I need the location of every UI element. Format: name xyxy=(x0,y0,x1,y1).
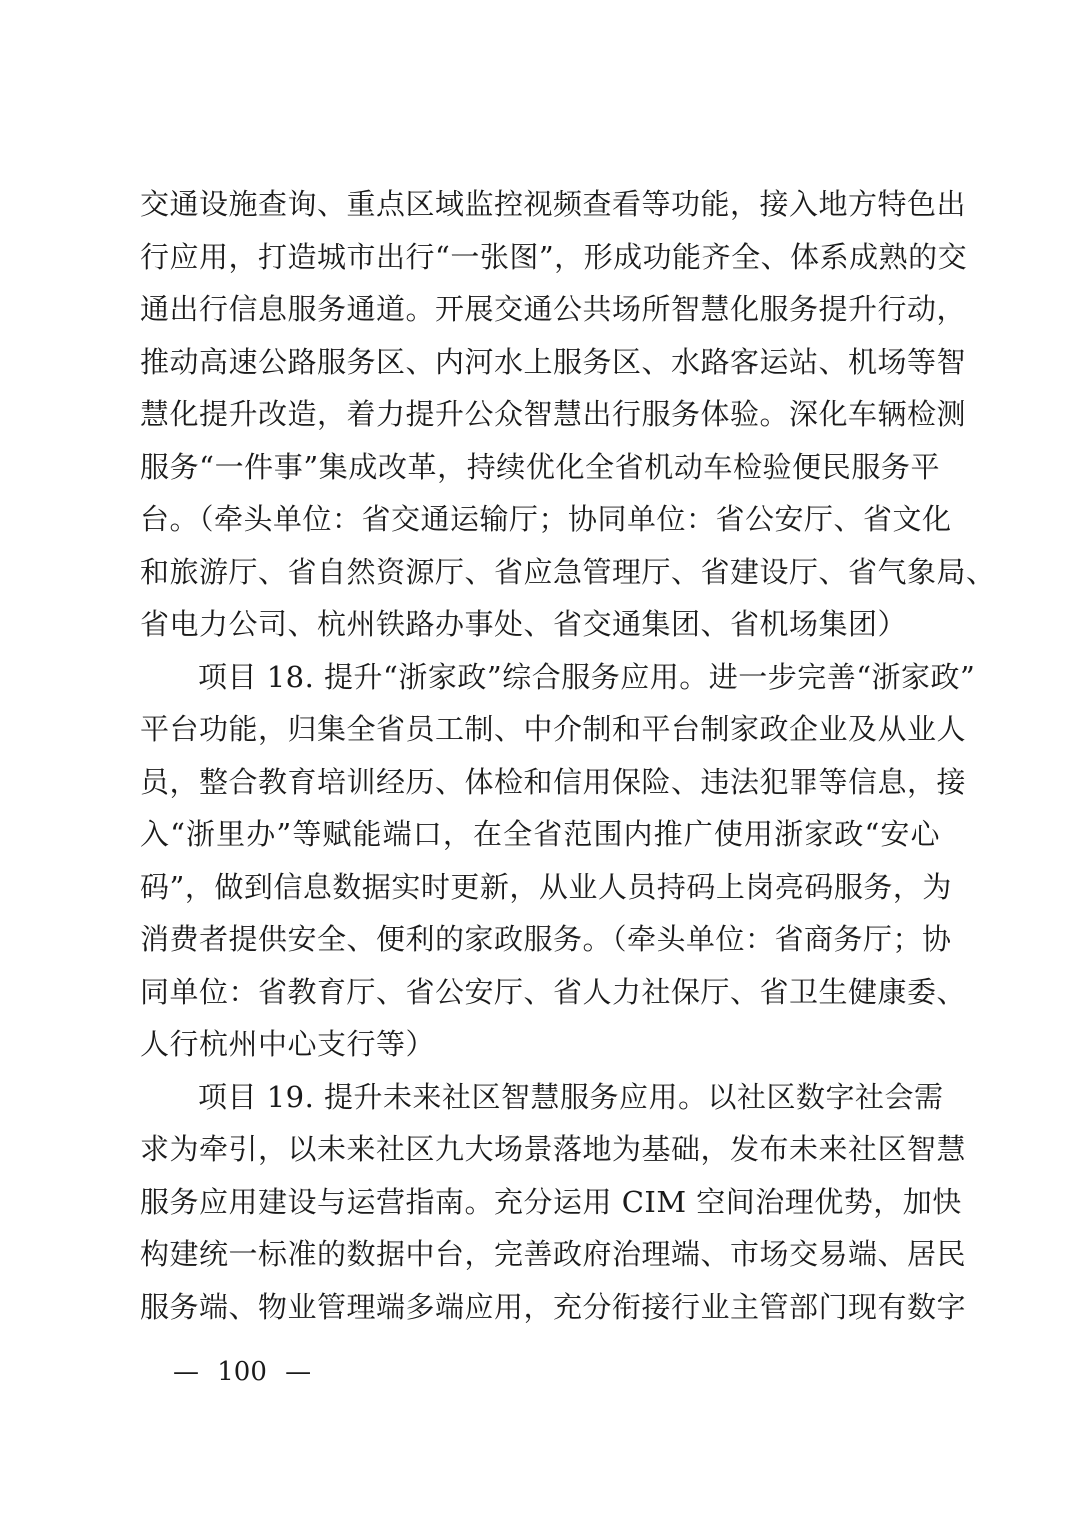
footer-dash-right: — xyxy=(285,1357,312,1387)
text-line: 推动高速公路服务区、内河水上服务区、水路客运站、机场等智 xyxy=(140,344,967,379)
text-line: 省电力公司、杭州铁路办事处、省交通集团、省机场集团） xyxy=(140,607,908,641)
text-line: 入“浙里办”等赋能端口，在全省范围内推广使用浙家政“安心 xyxy=(140,817,940,851)
text-line: 行应用，打造城市出行“一张图”，形成功能齐全、体系成熟的交 xyxy=(140,239,968,274)
footer-dash-left: — xyxy=(173,1357,199,1387)
text-line: 和旅游厅、省自然资源厅、省应急管理厅、省建设厅、省气象局、 xyxy=(140,554,996,589)
text-line: 码”，做到信息数据实时更新，从业人员持码上岗亮码服务，为 xyxy=(140,869,952,904)
text-line: 求为牵引，以未来社区九大场景落地为基础，发布未来社区智慧 xyxy=(140,1132,967,1166)
text-line: 台。（牵头单位：省交通运输厅；协同单位：省公安厅、省文化 xyxy=(140,502,952,536)
text-line: 通出行信息服务通道。开展交通公共场所智慧化服务提升行动， xyxy=(140,292,967,326)
paragraph-item-18-heading: 项目 18. 提升“浙家政”综合服务应用。进一步完善“浙家政” xyxy=(198,659,976,694)
text-line: 人行杭州中心支行等） xyxy=(140,1027,436,1061)
paragraph-item-19-heading: 项目 19. 提升未来社区智慧服务应用。以社区数字社会需 xyxy=(198,1079,944,1114)
text-line: 服务端、物业管理端多端应用，充分衔接行业主管部门现有数字 xyxy=(140,1289,967,1324)
text-line: 平台功能，归集全省员工制、中介制和平台制家政企业及从业人 xyxy=(140,712,967,746)
text-line: 交通设施查询、重点区域监控视频查看等功能，接入地方特色出 xyxy=(140,187,967,221)
text-line: 消费者提供安全、便利的家政服务。（牵头单位：省商务厅；协 xyxy=(140,922,952,956)
text-line: 服务“一件事”集成改革，持续优化全省机动车检验便民服务平 xyxy=(140,449,940,484)
text-line: 构建统一标准的数据中台，完善政府治理端、市场交易端、居民 xyxy=(140,1237,967,1271)
text-line: 服务应用建设与运营指南。充分运用 CIM 空间治理优势，加快 xyxy=(140,1184,962,1219)
body-text xyxy=(140,178,996,1333)
page-number: 100 xyxy=(217,1357,267,1387)
text-line: 慧化提升改造，着力提升公众智慧出行服务体验。深化车辆检测 xyxy=(140,397,967,431)
text-line: 同单位：省教育厅、省公安厅、省人力社保厅、省卫生健康委、 xyxy=(140,974,967,1009)
page-footer xyxy=(163,1354,321,1390)
text-line: 员，整合教育培训经历、体检和信用保险、违法犯罪等信息，接 xyxy=(140,764,967,799)
